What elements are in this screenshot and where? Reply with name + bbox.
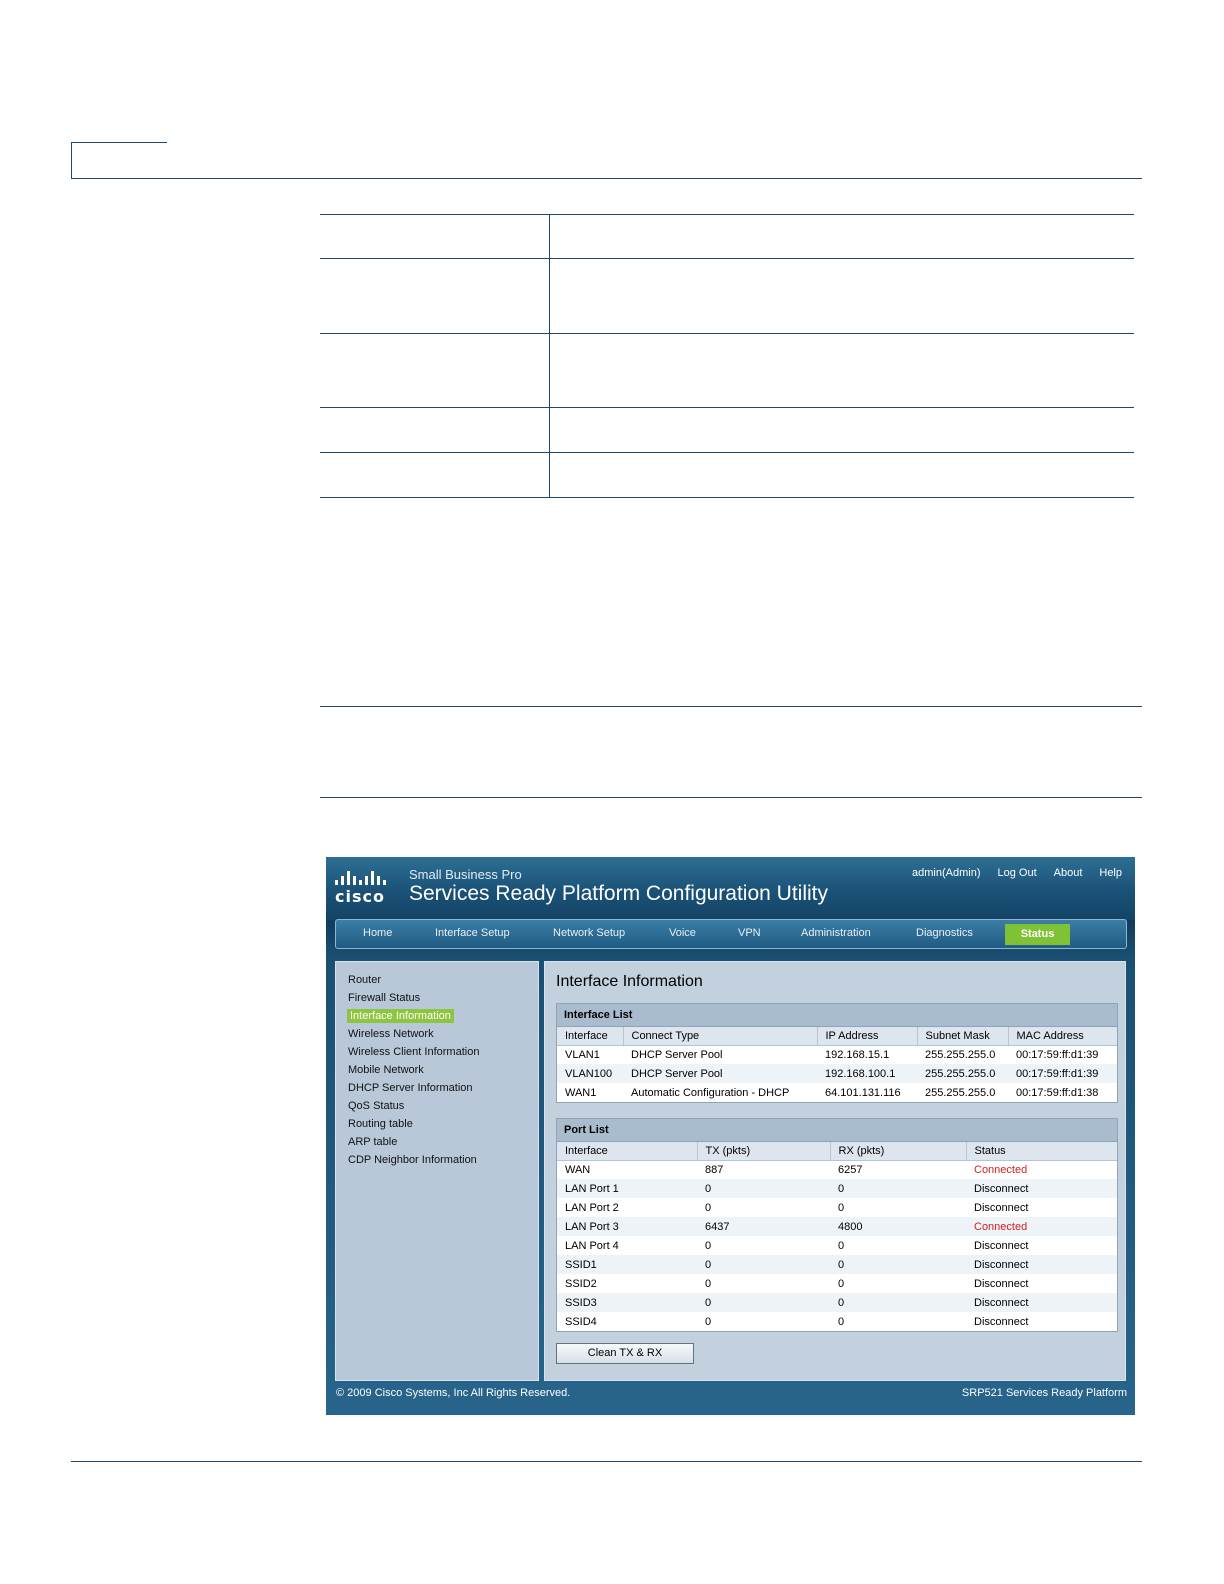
sidebar-item-wireless-client-information[interactable]: Wireless Client Information	[348, 1046, 480, 1058]
sidebar-item-mobile-network[interactable]: Mobile Network	[348, 1064, 424, 1076]
logout-link[interactable]: Log Out	[997, 867, 1037, 879]
status-badge: Disconnect	[966, 1179, 1117, 1198]
top-links	[912, 867, 1122, 879]
nav-administration[interactable]: Administration	[801, 927, 871, 939]
content-panel	[544, 961, 1126, 1381]
table-row: SSID4 0 0 Disconnect	[557, 1312, 1117, 1331]
port-list-title: Port List	[557, 1119, 1117, 1142]
main-nav	[335, 919, 1127, 949]
col-connect-type: Connect Type	[623, 1027, 817, 1045]
sidebar-item-cdp-neighbor-information[interactable]: CDP Neighbor Information	[348, 1154, 477, 1166]
section-rule-top	[320, 706, 1142, 707]
sidebar-item-arp-table[interactable]: ARP table	[348, 1136, 398, 1148]
status-badge: Connected	[974, 1163, 1028, 1176]
chapter-tab	[71, 142, 167, 179]
sidebar-item-router[interactable]: Router	[348, 974, 382, 986]
table-row: WAN 887 6257 Connected	[557, 1160, 1117, 1179]
table-row: LAN Port 1 0 0 Disconnect	[557, 1179, 1117, 1198]
status-badge: Disconnect	[974, 1239, 1029, 1252]
table-row: VLAN100 DHCP Server Pool 192.168.100.1 255.255.255.0 00:17:59:ff:d1:39	[557, 1064, 1117, 1083]
nav-vpn[interactable]: VPN	[738, 927, 761, 939]
col-rx: RX (pkts)	[830, 1142, 966, 1160]
sidebar	[335, 961, 539, 1381]
screenshot	[326, 857, 1135, 1415]
cisco-bars-icon	[335, 870, 395, 885]
section-rule-bottom	[320, 797, 1142, 798]
col-tx: TX (pkts)	[697, 1142, 830, 1160]
doc-table	[320, 214, 1134, 498]
table-row: SSID1 0 0 Disconnect	[557, 1255, 1117, 1274]
nav-interface-setup[interactable]: Interface Setup	[435, 927, 510, 939]
app-subtitle: Small Business Pro	[409, 867, 522, 882]
table-row: VLAN1 DHCP Server Pool 192.168.15.1 255.255.255.0 00:17:59:ff:d1:39	[565, 1048, 1099, 1061]
col-status: Status	[966, 1142, 1117, 1160]
page-footer-rule	[71, 1461, 1142, 1462]
help-link[interactable]: Help	[1099, 867, 1122, 879]
status-badge: Disconnect	[966, 1293, 1117, 1312]
table-row: SSID2 0 0 Disconnect	[557, 1274, 1117, 1293]
col-subnet-mask: Subnet Mask	[917, 1027, 1008, 1045]
status-badge: Connected	[966, 1217, 1117, 1236]
about-link[interactable]: About	[1053, 867, 1083, 879]
port-list-box	[556, 1118, 1118, 1332]
sidebar-item-wireless-network[interactable]: Wireless Network	[348, 1028, 434, 1040]
interface-list-table	[557, 1027, 1117, 1102]
table-row: LAN Port 4 0 0 Disconnect	[557, 1236, 1117, 1255]
interface-list-title: Interface List	[557, 1004, 1117, 1027]
app-title: Services Ready Platform Configuration Utility	[409, 882, 828, 905]
user-label[interactable]: admin(Admin)	[912, 867, 981, 879]
sidebar-item-dhcp-server-information[interactable]: DHCP Server Information	[348, 1082, 473, 1094]
status-badge: Disconnect	[974, 1277, 1029, 1290]
nav-diagnostics[interactable]: Diagnostics	[916, 927, 973, 939]
port-list-table	[557, 1142, 1117, 1331]
col-mac-address: MAC Address	[1008, 1027, 1117, 1045]
status-badge: Disconnect	[966, 1255, 1117, 1274]
col-ip-address: IP Address	[817, 1027, 917, 1045]
table-row: LAN Port 2 0 0 Disconnect	[557, 1198, 1117, 1217]
app-header	[326, 857, 1135, 920]
nav-home[interactable]: Home	[363, 927, 393, 939]
table-row: WAN1 Automatic Configuration - DHCP 64.101.131.116 255.255.255.0 00:17:59:ff:d1:38	[565, 1086, 1099, 1099]
page-title: Interface Information	[556, 973, 703, 990]
table-row: SSID3 0 0 Disconnect	[557, 1293, 1117, 1312]
col-interface: Interface	[557, 1142, 697, 1160]
chapter-rule	[71, 178, 1142, 179]
product-name: SRP521 Services Ready Platform	[961, 1387, 1127, 1399]
sidebar-item-firewall-status[interactable]: Firewall Status	[348, 992, 421, 1004]
col-interface: Interface	[557, 1027, 623, 1045]
sidebar-item-qos-status[interactable]: QoS Status	[348, 1100, 405, 1112]
status-badge: Disconnect	[974, 1315, 1029, 1328]
copyright: © 2009 Cisco Systems, Inc All Rights Reserved.	[336, 1387, 571, 1399]
clean-tx-rx-button[interactable]: Clean TX & RX	[556, 1343, 694, 1364]
logo-word: cisco	[335, 887, 385, 906]
nav-status[interactable]: Status	[1005, 924, 1070, 945]
nav-voice[interactable]: Voice	[669, 927, 696, 939]
interface-list-box	[556, 1003, 1118, 1103]
sidebar-item-routing-table[interactable]: Routing table	[348, 1118, 413, 1130]
cisco-logo	[335, 870, 395, 904]
nav-network-setup[interactable]: Network Setup	[553, 927, 626, 939]
table-row: LAN Port 3 6437 4800 Connected	[557, 1217, 1117, 1236]
sidebar-item-interface-information[interactable]: Interface Information	[347, 1009, 454, 1023]
status-badge: Disconnect	[974, 1201, 1029, 1214]
